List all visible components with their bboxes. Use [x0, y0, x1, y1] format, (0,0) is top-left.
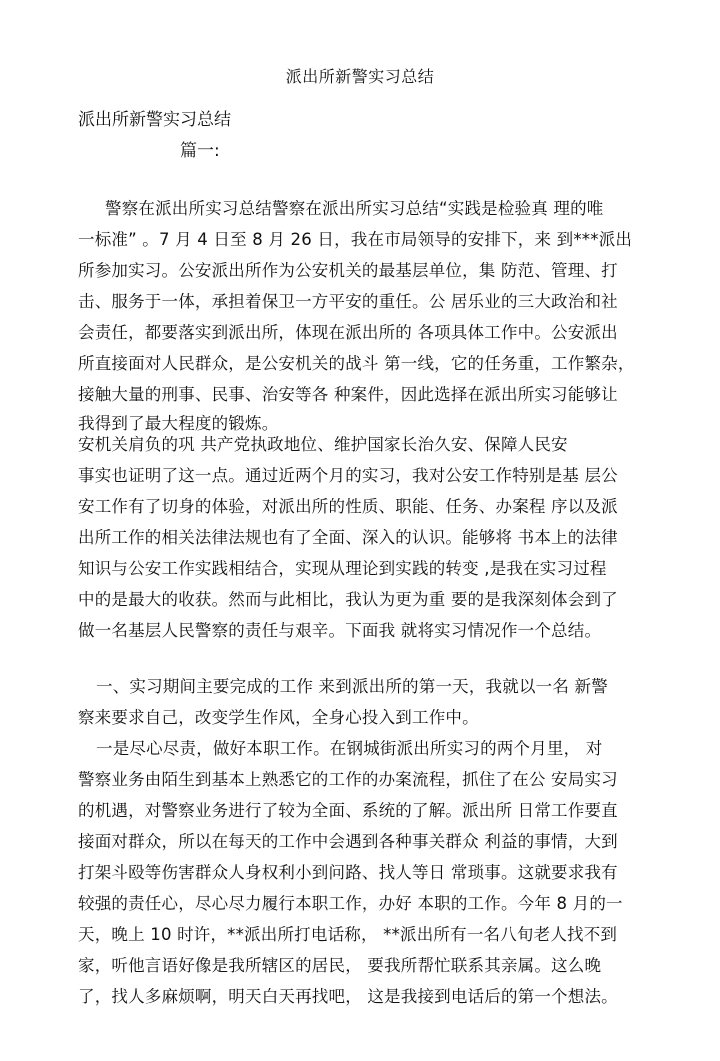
paragraph-line: 警察业务由陌生到基本上熟悉它的工作的办案流程，抓住了在公 安局实习: [78, 770, 618, 789]
paragraph-line: 中的是最大的收获。然而与此相比，我认为更为重 要的是我深刻体会到了: [78, 590, 618, 609]
paragraph-line: 击、服务于一体，承担着保卫一方平安的重任。公 居乐业的三大政治和社: [78, 292, 618, 311]
paragraph-line: 所直接面对人民群众，是公安机关的战斗 第一线，它的任务重，工作繁杂，: [78, 354, 635, 373]
document-subtitle: 派出所新警实习总结: [78, 110, 231, 130]
section-heading: 一、实习期间主要完成的工作 来到派出所的第一天，我就以一名 新警: [96, 677, 608, 696]
page-title: 派出所新警实习总结: [285, 67, 435, 86]
paragraph-line: 事实也证明了这一点。通过近两个月的实习，我对公安工作特别是基 层公: [78, 466, 618, 485]
paragraph-line: 接触大量的刑事、民事、治安等各 种案件，因此选择在派出所实习能够让: [78, 385, 618, 404]
paragraph-line: 做一名基层人民警察的责任与艰辛。下面我 就将实习情况作一个总结。: [78, 621, 602, 640]
paragraph-line: 会责任，都要落实到派出所，体现在派出所的 各项具体工作中。公安派出: [78, 323, 618, 342]
paragraph-line: 所参加实习。公安派出所作为公安机关的最基层单位，集 防范、管理、打: [78, 261, 618, 280]
paragraph-line: 安机关肩负的巩 共产党执政地位、维护国家长治久安、保障人民安: [78, 435, 568, 454]
chapter-heading: 篇一:: [180, 141, 220, 161]
paragraph-line: 知识与公安工作实践相结合，实现从理论到实践的转变 ,是我在实习过程: [78, 559, 607, 578]
paragraph-line: 出所工作的相关法律法规也有了全面、深入的认识。能够将 书本上的法律: [78, 528, 618, 547]
paragraph-line: 警察在派出所实习总结警察在派出所实习总结“实践是检验真 理的唯: [105, 199, 604, 218]
paragraph-line: 较强的责任心，尽心尽力履行本职工作，办好 本职的工作。今年 8 月的一: [78, 894, 623, 913]
paragraph-line: 的机遇，对警察业务进行了较为全面、系统的了解。派出所 日常工作要直: [78, 801, 618, 820]
paragraph-line: 了，找人多麻烦啊，明天白天再找吧， 这是我接到电话后的第一个想法。: [78, 987, 618, 1006]
paragraph-line: 察来要求自己，改变学生作风，全身心投入到工作中。: [78, 708, 479, 727]
paragraph-line: 打架斗殴等伤害群众人身权利小到问路、找人等日 常琐事。这就要求我有: [78, 863, 618, 882]
paragraph-line: 家，听他言语好像是我所辖区的居民， 要我所帮忙联系其亲属。这么晚: [78, 956, 602, 975]
paragraph-line: 接面对群众，所以在每天的工作中会遇到各种事关群众 利益的事情，大到: [78, 832, 618, 851]
paragraph-line: 一标准” 。7 月 4 日至 8 月 26 日，我在市局领导的安排下，来 到***派出: [78, 230, 633, 249]
paragraph-line: 安工作有了切身的体验，对派出所的性质、职能、任务、办案程 序以及派: [78, 497, 618, 516]
paragraph-line: 天，晚上 10 时许，**派出所打电话称， **派出所有一名八旬老人找不到: [78, 925, 618, 944]
paragraph-line: 一是尽心尽责，做好本职工作。在钢城街派出所实习的两个月里， 对: [96, 739, 603, 758]
paragraph-line: 我得到了最大程度的锻炼。: [78, 414, 279, 433]
